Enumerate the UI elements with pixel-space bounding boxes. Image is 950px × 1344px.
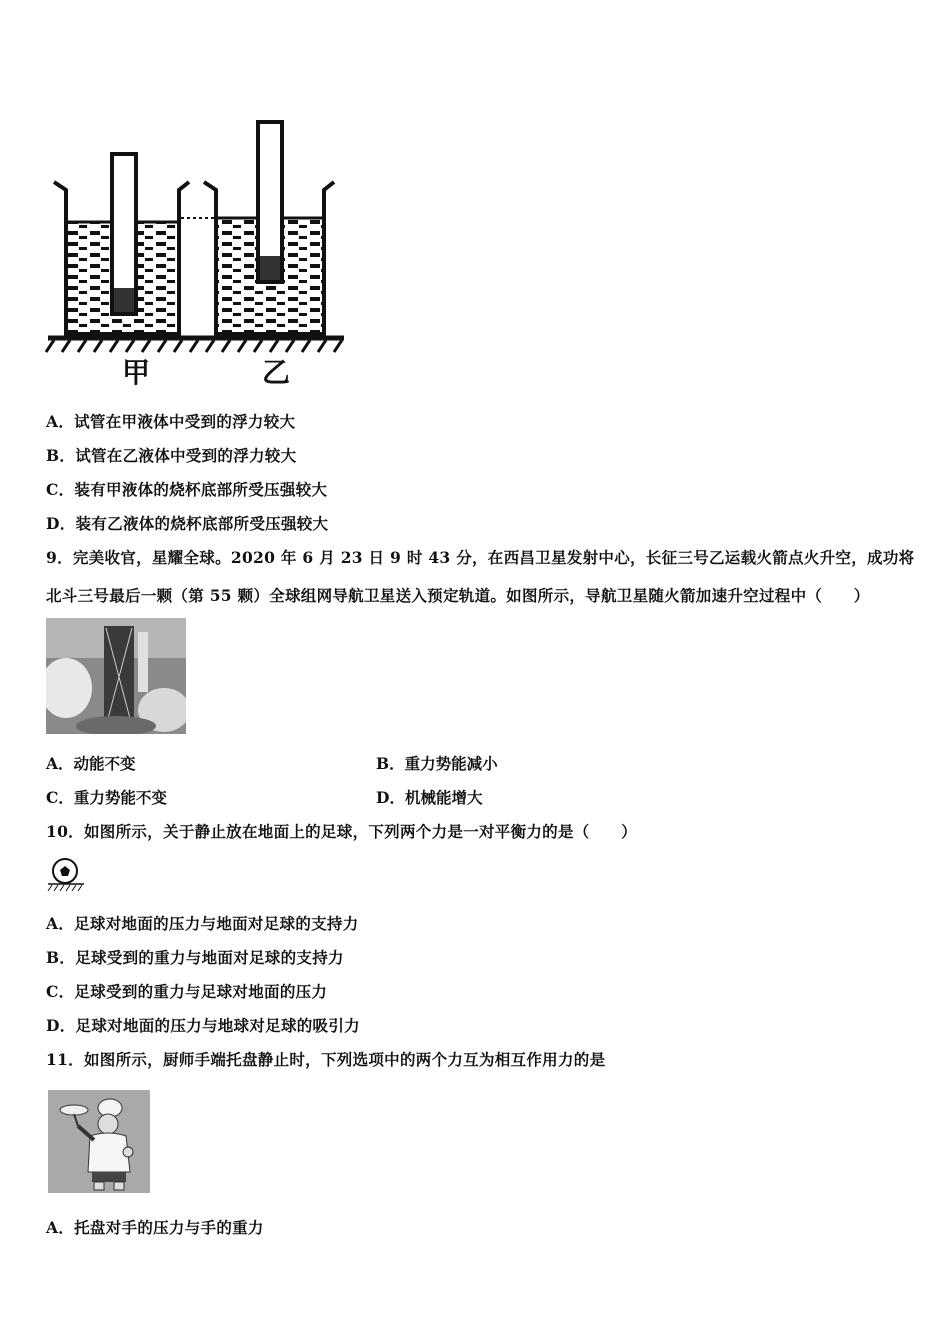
q8-option-d: D．装有乙液体的烧杯底部所受压强较大 — [46, 514, 329, 533]
q10-option-b: B．足球受到的重力与地面对足球的支持力 — [46, 948, 344, 967]
q11-option-a: A．托盘对手的压力与手的重力 — [46, 1218, 264, 1237]
rocket-launch-photo — [46, 618, 186, 734]
q8-option-a: A．试管在甲液体中受到的浮力较大 — [46, 412, 296, 431]
label-yi: 乙 — [262, 356, 291, 389]
q10-option-c: C．足球受到的重力与足球对地面的压力 — [46, 982, 328, 1001]
beaker-right — [204, 122, 334, 334]
q9-stem-line2: 北斗三号最后一颗（第 55 颗）全球组网导航卫星送入预定轨道。如图所示，导航卫星随火箭加速升空过程中（ ） — [46, 586, 870, 605]
q10-option-a: A．足球对地面的压力与地面对足球的支持力 — [46, 914, 359, 933]
q9-option-c: C．重力势能不变 — [46, 788, 167, 807]
q11-stem: 11．如图所示，厨师手端托盘静止时，下列选项中的两个力互为相互作用力的是 — [46, 1050, 606, 1069]
beaker-left — [54, 154, 189, 334]
q10-option-d: D．足球对地面的压力与地球对足球的吸引力 — [46, 1016, 360, 1035]
q9-option-d: D．机械能增大 — [376, 788, 483, 807]
q9-option-b: B．重力势能减小 — [376, 754, 498, 773]
chef-figure — [48, 1090, 150, 1193]
q8-option-c: C．装有甲液体的烧杯底部所受压强较大 — [46, 480, 328, 499]
q10-stem: 10．如图所示，关于静止放在地面上的足球，下列两个力是一对平衡力的是（ ） — [46, 822, 637, 841]
q9-stem-line1: 9．完美收官，星耀全球。2020 年 6 月 23 日 9 时 43 分，在西昌卫星发射中心，长征三号乙运载火箭点火升空，成功将 — [46, 548, 915, 567]
football-figure — [44, 856, 86, 892]
q9-option-a: A．动能不变 — [46, 754, 136, 773]
ground-hatch — [46, 338, 344, 352]
label-jia: 甲 — [122, 356, 151, 389]
beakers-figure — [44, 118, 354, 393]
q8-option-b: B．试管在乙液体中受到的浮力较大 — [46, 446, 297, 465]
